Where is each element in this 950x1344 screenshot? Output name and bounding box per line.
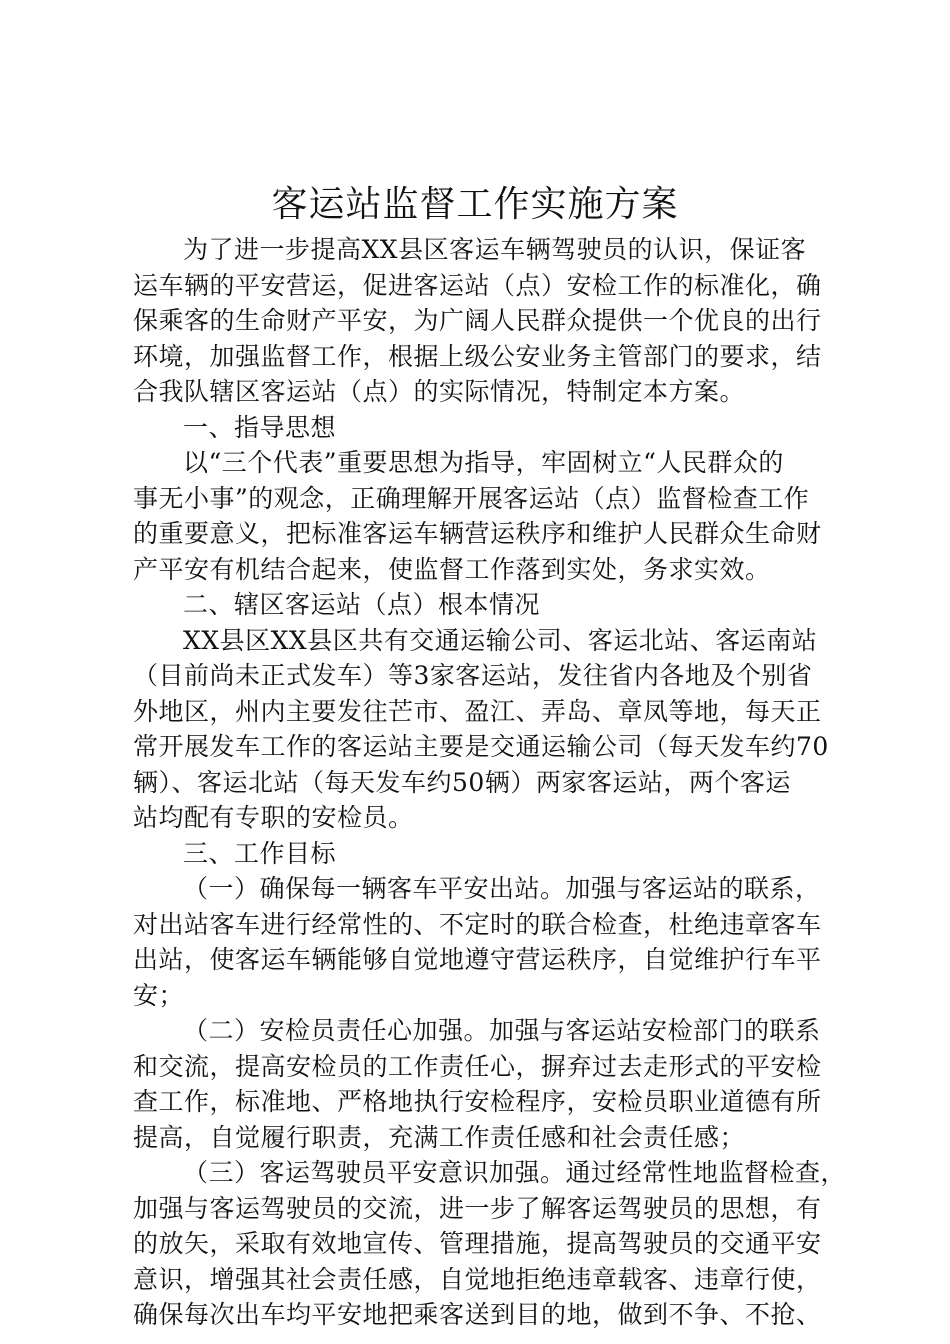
text-line: 外地区，州内主要发往芒市、盈江、弄岛、章凤等地，每天正 [133, 696, 822, 726]
text-line: 以“三个代表”重要思想为指导，牢固树立“人民群众的 [183, 448, 784, 477]
text-line: 确保每次出车均平安地把乘客送到目的地，做到不争、不抢、 [133, 1300, 822, 1329]
text-line: 的放矢，采取有效地宣传、管理措施，提高驾驶员的交通平安 [133, 1229, 822, 1258]
document-body [133, 232, 847, 1333]
text-line: 二、辖区客运站（点）根本情况 [183, 590, 541, 619]
text-line: 的重要意义，把标准客运车辆营运秩序和维护人民群众生命财 [133, 519, 822, 548]
text-line: 出站，使客运车辆能够自觉地遵守营运秩序，自觉维护行车平 [133, 945, 822, 974]
text-line: 运车辆的平安营运，促进客运站（点）安检工作的标准化，确 [133, 270, 822, 300]
text-line: 为了进一步提高XX县区客运车辆驾驶员的认识，保证客 [183, 235, 807, 264]
text-line: 产平安有机结合起来，使监督工作落到实处，务求实效。 [133, 554, 771, 584]
text-line: 站均配有专职的安检员。 [133, 803, 414, 832]
text-line: 三、工作目标 [183, 838, 337, 868]
text-line: 一、指导思想 [183, 412, 337, 442]
text-line: （二）安检员责任心加强。加强与客运站安检部门的联系 [183, 1016, 821, 1045]
text-line: 常开展发车工作的客运站主要是交通运输公司（每天发车约70 [133, 732, 829, 761]
text-line: 查工作，标准地、严格地执行安检程序，安检员职业道德有所 [133, 1087, 822, 1116]
text-line: 合我队辖区客运站（点）的实际情况，特制定本方案。 [133, 377, 746, 406]
text-line: （目前尚未正式发车）等3家客运站，发往省内各地及个别省 [133, 661, 813, 690]
text-line: 加强与客运驾驶员的交流，进一步了解客运驾驶员的思想，有 [133, 1193, 822, 1223]
text-line: 环境，加强监督工作，根据上级公安业务主管部门的要求，结 [133, 341, 822, 371]
text-line: XX县区XX县区共有交通运输公司、客运北站、客运南站 [183, 625, 818, 655]
text-line: 安； [133, 980, 185, 1010]
text-line: 事无小事”的观念，正确理解开展客运站（点）监督检查工作 [133, 483, 810, 513]
text-line: （三）客运驾驶员平安意识加强。通过经常性地监督检查， [183, 1158, 847, 1187]
text-line: 和交流，提高安检员的工作责任心，摒弃过去走形式的平安检 [133, 1051, 822, 1081]
text-line: 保乘客的生命财产平安，为广阔人民群众提供一个优良的出行 [133, 306, 822, 335]
text-line: （一）确保每一辆客车平安出站。加强与客运站的联系， [183, 874, 821, 903]
text-line: 提高，自觉履行职责，充满工作责任感和社会责任感； [133, 1122, 746, 1152]
text-line: 对出站客车进行经常性的、不定时的联合检查，杜绝违章客车 [133, 909, 822, 939]
text-line: 意识，增强其社会责任感，自觉地拒绝违章载客、违章行使， [133, 1264, 822, 1294]
text-line: 辆）、客运北站（每天发车约50辆）两家客运站，两个客运 [133, 767, 791, 797]
document-title: 客运站监督工作实施方案 [271, 184, 679, 225]
